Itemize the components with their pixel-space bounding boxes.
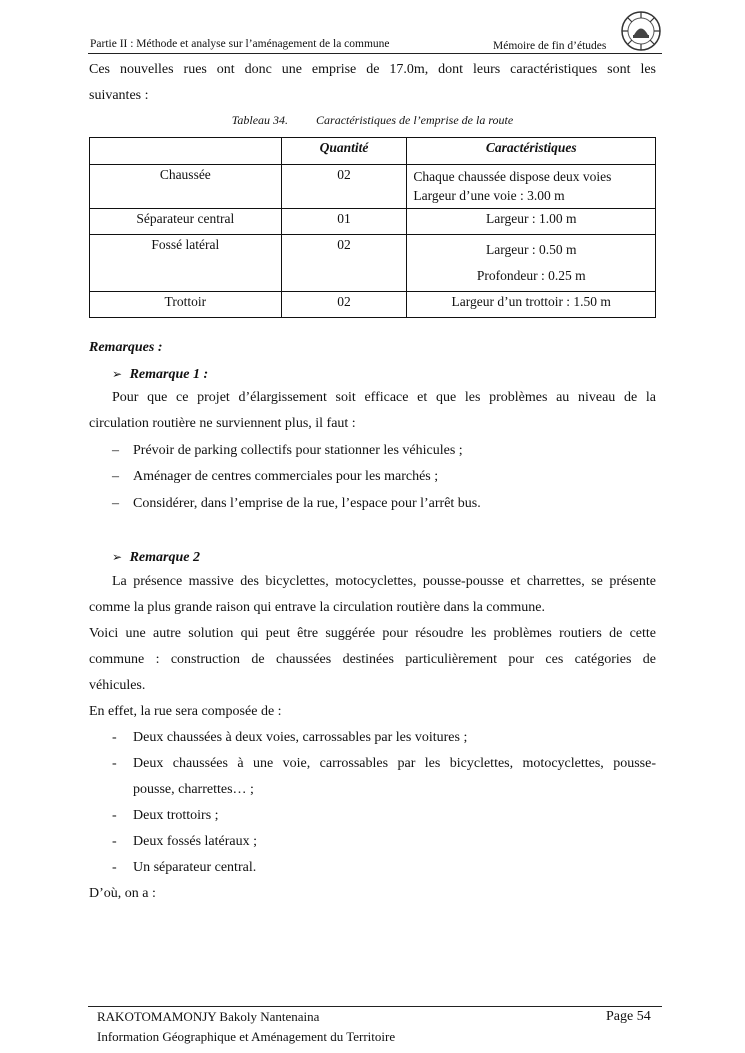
list-item (112, 728, 468, 748)
list-item-text: Prévoir de parking collectifs pour stationner les véhicules ; (133, 443, 463, 458)
list-item (112, 832, 258, 852)
r1-line-1: Pour que ce projet d’élargissement soit efficace et que les problèmes au niveau de la (112, 390, 656, 405)
list-item-text: Deux chaussées à une voie, carrossables par les bicyclettes, motocyclettes, pousse- (133, 756, 656, 771)
row-qty: 02 (281, 235, 407, 292)
list-item (112, 441, 463, 461)
row-char: Largeur : 1.00 m (407, 209, 656, 235)
row-name: Trottoir (90, 292, 282, 318)
running-header-right: Mémoire de fin d’études (493, 40, 607, 52)
table-row (90, 165, 656, 209)
hyphen-bullet-icon: - (112, 834, 117, 849)
row-char-line: Chaque chaussée dispose deux voies (413, 169, 612, 184)
hyphen-bullet-icon: - (112, 808, 117, 823)
row-name: Chaussée (90, 165, 282, 209)
r2-p1-line-2: comme la plus grande raison qui entrave la circulation routière dans la commune. (89, 600, 546, 615)
table-header-caracteristiques: Caractéristiques (407, 138, 656, 165)
road-characteristics-table (89, 137, 656, 318)
header-rule (88, 53, 662, 54)
r2-p3: En effet, la rue sera composée de : (89, 704, 282, 719)
table-header-empty (90, 138, 282, 165)
row-char (407, 165, 656, 209)
table-row (90, 292, 656, 318)
list-item (112, 467, 439, 487)
list-item-text: Deux fossés latéraux ; (133, 834, 258, 849)
row-name: Séparateur central (90, 209, 282, 235)
list-item-text: Aménager de centres commerciales pour les marchés ; (133, 469, 439, 484)
list-item (112, 806, 219, 826)
dash-bullet-icon: – (112, 443, 119, 458)
footer-program: Information Géographique et Aménagement du Territoire (97, 1029, 396, 1044)
table-caption-title: Caractéristiques de l’emprise de la route (316, 113, 514, 127)
dash-bullet-icon: – (112, 496, 119, 511)
hyphen-bullet-icon: - (112, 860, 117, 875)
hyphen-bullet-icon: - (112, 730, 117, 745)
footer-rule (88, 1006, 662, 1007)
remarque-2-title: Remarque 2 (129, 550, 200, 565)
row-char-line: Largeur : 0.50 m (485, 242, 577, 257)
table-caption-number: Tableau 34. (231, 113, 289, 127)
remarques-heading: Remarques : (89, 340, 163, 355)
row-char: Largeur d’un trottoir : 1.50 m (407, 292, 656, 318)
row-char-line: Profondeur : 0.25 m (476, 268, 586, 283)
university-logo-icon (620, 10, 662, 52)
arrow-bullet-icon: ➢ (112, 367, 123, 381)
row-qty: 02 (281, 292, 407, 318)
table-caption (0, 113, 745, 128)
row-qty: 01 (281, 209, 407, 235)
list-item (112, 494, 481, 514)
r2-p2-line-3: véhicules. (89, 678, 146, 693)
list-item-text: Deux chaussées à deux voies, carrossables par les voitures ; (133, 730, 468, 745)
arrow-bullet-icon: ➢ (112, 550, 123, 564)
intro-line-2: suivantes : (89, 88, 149, 103)
row-qty: 02 (281, 165, 407, 209)
table-header-quantite: Quantité (281, 138, 407, 165)
hyphen-bullet-icon: - (112, 756, 117, 771)
r2-p2-line-2: commune : construction de chaussées destinées particulièrement pour ces catégories de (89, 652, 656, 667)
conclusion-line: D’où, on a : (89, 886, 156, 901)
running-header-left: Partie II : Méthode et analyse sur l’aménagement de la commune (90, 38, 390, 50)
list-item-text: Considérer, dans l’emprise de la rue, l’espace pour l’arrêt bus. (133, 496, 481, 511)
page-number: Page 54 (606, 1009, 651, 1024)
list-item-text: Deux trottoirs ; (133, 808, 219, 823)
remarque-1-title: Remarque 1 : (129, 367, 209, 382)
row-char (407, 235, 656, 292)
row-name: Fossé latéral (90, 235, 282, 292)
list-item (112, 858, 257, 878)
list-item-text: Un séparateur central. (133, 860, 257, 875)
intro-line-1: Ces nouvelles rues ont donc une emprise de 17.0m, dont leurs caractéristiques sont les (89, 62, 656, 77)
remarque-2-heading (112, 547, 200, 568)
table-header-row (90, 138, 656, 165)
list-item (112, 754, 656, 774)
table-row (90, 235, 656, 292)
table-row (90, 209, 656, 235)
row-char-line: Largeur d’une voie : 3.00 m (413, 188, 565, 203)
remarque-1-heading (112, 364, 208, 385)
list-item-continuation: pousse, charrettes… ; (133, 782, 254, 797)
r1-line-2: circulation routière ne surviennent plus, il faut : (89, 416, 356, 431)
dash-bullet-icon: – (112, 469, 119, 484)
r2-p1-line-1: La présence massive des bicyclettes, motocyclettes, pousse-pousse et charrettes, se présente (112, 574, 656, 589)
footer-author: RAKOTOMAMONJY Bakoly Nantenaina (97, 1009, 320, 1024)
r2-p2-line-1: Voici une autre solution qui peut être suggérée pour résoudre les problèmes routiers de cette (89, 626, 656, 641)
